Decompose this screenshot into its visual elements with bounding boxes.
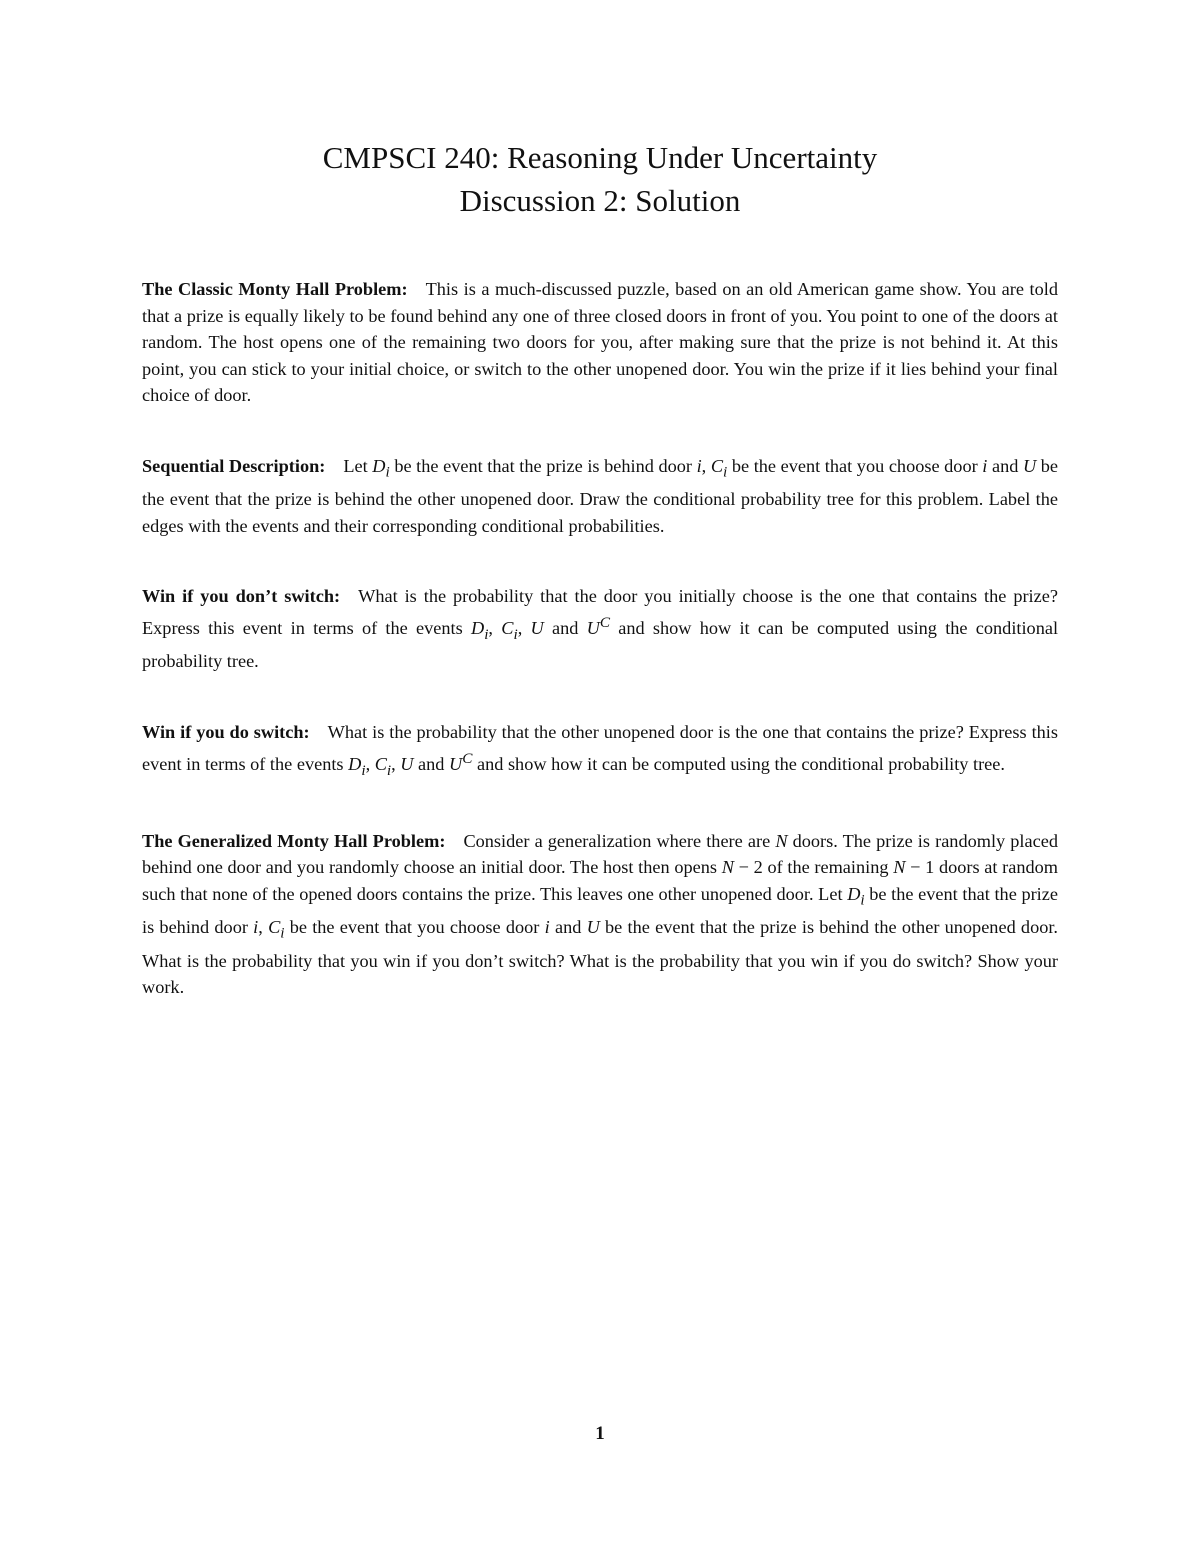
discussion-title: Discussion 2: Solution: [459, 183, 741, 218]
math-symbol: U: [586, 917, 600, 938]
generalized-problem-paragraph: [142, 828, 1058, 1001]
text-run: Let: [343, 455, 373, 476]
switch-paragraph: [142, 719, 1058, 784]
math-symbol: D: [470, 618, 485, 639]
math-symbol: D: [372, 455, 386, 476]
text-run: ,: [517, 618, 531, 639]
generalized-problem-heading: The Generalized Monty Hall Problem:: [142, 830, 446, 851]
text-run: be the event that the prize is behind the other unopened door. What is the probability that you win if you don’t switch? What is the probability that you win if you do switch? Show your work.: [142, 917, 1059, 998]
math-symbol: C: [374, 753, 387, 774]
math-symbol: U: [586, 618, 600, 639]
math-subscript: i: [361, 761, 366, 779]
text-run: What is the probability that the other unopened door is the one that contains the prize? Express this event in terms of the events: [142, 721, 1058, 774]
math-symbol: U: [400, 753, 414, 774]
math-symbol: U: [449, 753, 463, 774]
math-symbol: D: [348, 753, 362, 774]
math-symbol: C: [501, 618, 514, 639]
text-run: be the event that the prize is behind door: [142, 884, 1058, 938]
math-subscript: i: [484, 625, 489, 643]
math-symbol: N: [775, 830, 788, 851]
text-run: and: [549, 917, 587, 938]
text-run: ,: [365, 753, 375, 774]
math-symbol: C: [268, 917, 281, 938]
content-body: [142, 276, 1058, 1045]
text-run: and: [413, 753, 450, 774]
math-subscript: i: [386, 761, 392, 779]
math-subscript: i: [723, 463, 728, 481]
math-symbol: U: [530, 618, 544, 639]
no-switch-paragraph: [142, 583, 1058, 675]
text-run: What is the probability that the door you initially choose is the one that contains the prize? Express this event in terms of the events: [142, 586, 1058, 639]
classic-problem-text: This is a much-discussed puzzle, based on an old American game show. You are told that a prize is equally likely to be found behind any one of three closed doors in front of you. You point to one of the doors at random. The host opens one of the remaining two doors for you, after making sure that the prize is not behind it. At this point, you can stick to your initial choice, or switch to the other unopened door. You win the prize if it lies behind your final choice of door.: [142, 279, 1058, 406]
math-symbol: i: [696, 455, 702, 476]
math-symbol: D: [847, 884, 861, 905]
text-run: Consider a generalization where there are: [463, 830, 776, 851]
text-run: be the event that you choose door: [727, 455, 983, 476]
no-switch-heading: Win if you don’t switch:: [142, 586, 341, 607]
text-run: be the event that the prize is behind door: [389, 455, 697, 476]
text-run: be the event that you choose door: [284, 917, 545, 938]
page-number: 1: [595, 1423, 605, 1444]
text-run: be the event that the prize is behind the other unopened door. Draw the conditional probability tree for this problem. Label the edges with the events and their corresponding conditional probabilities.: [142, 455, 1059, 536]
text-run: ,: [488, 618, 502, 639]
course-title: CMPSCI 240: Reasoning Under Uncertainty: [322, 140, 878, 175]
math-symbol: C: [710, 455, 724, 476]
sequential-description-paragraph: [142, 453, 1058, 539]
classic-problem-heading: The Classic Monty Hall Problem:: [142, 279, 408, 299]
math-subscript: i: [513, 625, 518, 643]
math-symbol: U: [1022, 455, 1037, 476]
math-symbol: i: [544, 917, 550, 938]
math-symbol: i: [982, 455, 988, 476]
switch-heading: Win if you do switch:: [142, 721, 310, 742]
text-run: and show how it can be computed using the conditional probability tree.: [142, 618, 1059, 672]
sequential-description-heading: Sequential Description:: [142, 455, 326, 476]
text-run: ,: [701, 455, 711, 476]
text-run: ,: [391, 753, 401, 774]
math-symbol: N: [721, 857, 734, 878]
text-run: − 1 doors at random such that none of the opened doors contains the prize. This leaves one other unopened door. Let: [142, 857, 1058, 905]
text-run: ,: [258, 917, 269, 938]
text-run: and show how it can be computed using the conditional probability tree.: [472, 753, 1005, 774]
math-symbol: N: [893, 857, 906, 878]
math-superscript: C: [462, 749, 473, 767]
math-subscript: i: [385, 463, 390, 481]
text-run: − 2 of the remaining: [733, 857, 894, 878]
text-run: doors. The prize is randomly placed behind one door and you randomly choose an initial door. The host then opens: [142, 830, 1058, 878]
text-run: and: [987, 455, 1023, 476]
math-subscript: i: [280, 924, 285, 942]
text-run: and: [543, 618, 587, 639]
math-symbol: i: [253, 917, 259, 938]
math-subscript: i: [860, 891, 865, 909]
math-superscript: C: [599, 614, 610, 631]
title-block: [0, 136, 1200, 222]
classic-problem-paragraph: [142, 276, 1058, 409]
